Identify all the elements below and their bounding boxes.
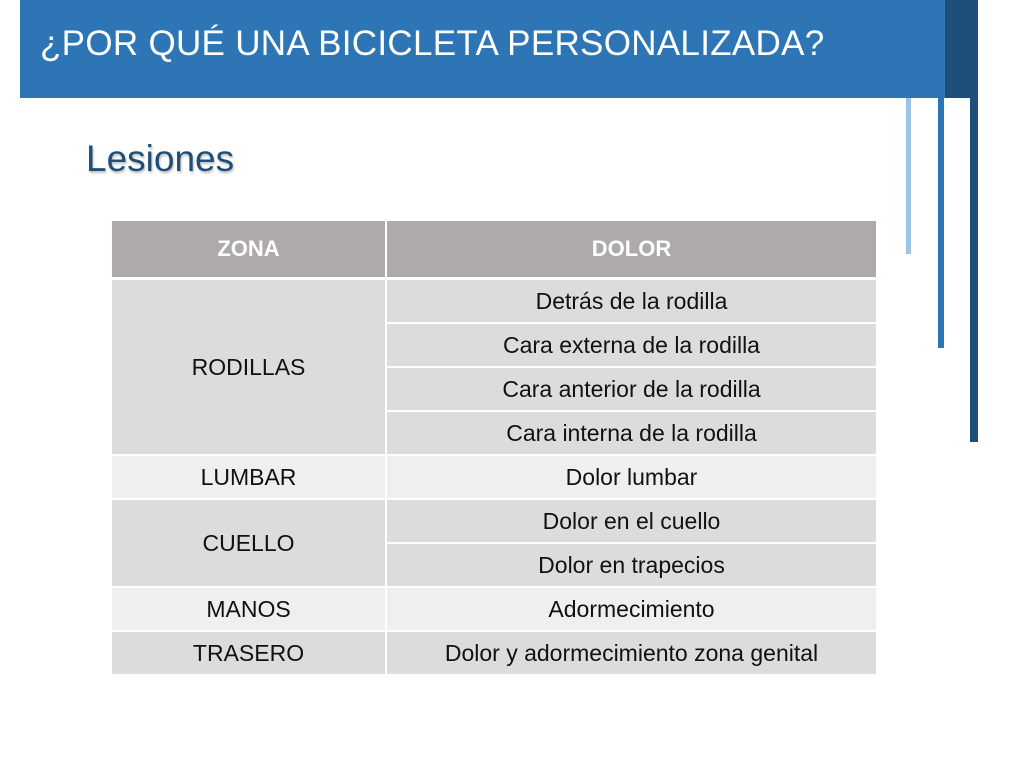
dolor-cell: Dolor lumbar	[386, 455, 876, 499]
injury-table	[112, 221, 876, 676]
zona-cell: CUELLO	[112, 499, 386, 587]
table-row	[112, 499, 876, 543]
decorative-stripe-medium	[938, 98, 944, 348]
dolor-cell: Dolor en trapecios	[386, 543, 876, 587]
dolor-cell: Dolor en el cuello	[386, 499, 876, 543]
title-bar	[20, 0, 945, 98]
slide-subtitle: Lesiones	[86, 138, 235, 179]
dolor-cell: Detrás de la rodilla	[386, 279, 876, 324]
table-row	[112, 455, 876, 499]
slide-title: ¿POR QUÉ UNA BICICLETA PERSONALIZADA?	[40, 24, 825, 63]
dolor-cell: Cara anterior de la rodilla	[386, 367, 876, 411]
dolor-cell: Cara interna de la rodilla	[386, 411, 876, 455]
table-header-row	[112, 221, 876, 279]
column-header-dolor: DOLOR	[386, 221, 876, 279]
dolor-cell: Cara externa de la rodilla	[386, 323, 876, 367]
zona-cell: TRASERO	[112, 631, 386, 675]
dolor-cell: Adormecimiento	[386, 587, 876, 631]
decorative-stripe-light	[906, 98, 911, 254]
zona-cell: MANOS	[112, 587, 386, 631]
table-row	[112, 587, 876, 631]
zona-cell: RODILLAS	[112, 279, 386, 456]
column-header-zona: ZONA	[112, 221, 386, 279]
table-row	[112, 631, 876, 675]
decorative-stripe-dark	[970, 98, 978, 442]
table-row	[112, 279, 876, 324]
zona-cell: LUMBAR	[112, 455, 386, 499]
dolor-cell: Dolor y adormecimiento zona genital	[386, 631, 876, 675]
accent-block	[945, 0, 978, 98]
